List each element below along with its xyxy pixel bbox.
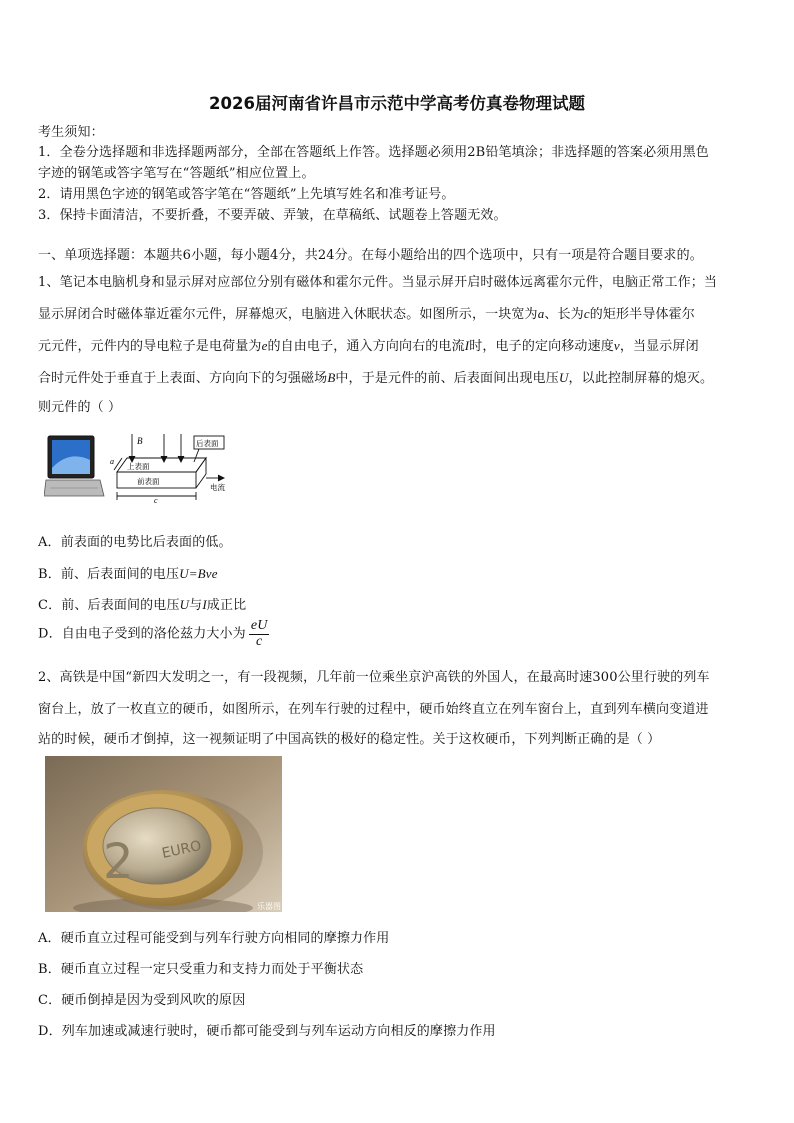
label-width-a: a xyxy=(110,457,114,466)
label-B: B xyxy=(137,436,143,446)
label-front-surface: 前表面 xyxy=(137,477,160,486)
lorentz-force-fraction: $\frac{eU}{c}$ xyxy=(250,618,268,649)
q2-option-c: C．硬币倒掉是因为受到风吹的原因 xyxy=(38,993,246,1008)
label-current: 电流 xyxy=(210,483,225,492)
q1-line-2: 显示屏闭合时磁体靠近霍尔元件，屏幕熄灭，电脑进入休眠状态。如图所示，一块宽为a、长为c的矩形半导体霍尔 xyxy=(38,306,695,322)
laptop-icon xyxy=(44,436,104,496)
q1-line-4: 合时元件处于垂直于上表面、方向向下的匀强磁场B中，于是元件的前、后表面间出现电压U，以此控制屏幕的熄灭。 xyxy=(38,370,714,386)
q1-line-1: 1、笔记本电脑机身和显示屏对应部位分别有磁体和霍尔元件。当显示屏开启时磁体远离霍尔元件，电脑正常工作；当 xyxy=(38,275,718,290)
q1-option-d: D．自由电子受到的洛伦兹力大小为 $\frac{eU}{c}$ xyxy=(38,618,268,649)
q2-option-b: B．硬币直立过程一定只受重力和支持力而处于平衡状态 xyxy=(38,962,364,977)
notice-heading: 考生须知： xyxy=(38,125,104,140)
label-back-surface: 后表面 xyxy=(196,439,219,448)
page-title: 2026届河南省许昌市示范中学高考仿真卷物理试题 xyxy=(209,94,585,113)
coin-photo xyxy=(45,756,282,912)
q2-option-d: D．列车加速或减速行驶时，硬币都可能受到与列车运动方向相反的摩擦力作用 xyxy=(38,1024,496,1039)
notice-item-3: 3．保持卡面清洁，不要折叠，不要弄破、弄皱，在草稿纸、试题卷上答题无效。 xyxy=(38,208,507,223)
q2-line-3: 站的时候，硬币才倒掉，这一视频证明了中国高铁的极好的稳定性。关于这枚硬币，下列判断正确的是（ ） xyxy=(38,732,661,747)
label-top-surface: 上表面 xyxy=(127,462,150,471)
notice-item-1: 1．全卷分选择题和非选择题两部分，全部在答题纸上作答。选择题必须用2B铅笔填涂；非选择题的答案必须用黑色 xyxy=(38,145,709,160)
q2-line-1: 2、高铁是中国“新四大发明之一，有一段视频，几年前一位乘坐京沪高铁的外国人，在最高时速300公里行驶的列车 xyxy=(38,670,710,685)
q2-option-a: A．硬币直立过程可能受到与列车行驶方向相同的摩擦力作用 xyxy=(38,931,390,946)
q1-line-3: 元元件，元件内的导电粒子是电荷量为e的自由电子，通入方向向右的电流I时，电子的定向移动速度v，当显示屏闭 xyxy=(38,338,699,354)
photo-watermark: 乐器图 xyxy=(257,902,281,911)
q1-option-b: B．前、后表面间的电压U=Bve xyxy=(38,566,218,582)
q2-line-2: 窗台上，放了一枚直立的硬币，如图所示，在列车行驶的过程中，硬币始终直立在列车窗台上，直到列车横向变道进 xyxy=(38,702,709,717)
coin-text: EURO xyxy=(160,837,203,862)
hall-element-figure xyxy=(44,430,234,505)
q1-option-c: C．前、后表面间的电压U与I成正比 xyxy=(38,597,247,613)
section-heading: 一、单项选择题：本题共6小题，每小题4分，共24分。在每小题给出的四个选项中，只有一项是符合题目要求的。 xyxy=(38,248,703,263)
notice-item-1-cont: 字迹的钢笔或答字笔写在“答题纸”相应位置上。 xyxy=(38,166,315,181)
notice-item-2: 2．请用黑色字迹的钢笔或答字笔在“答题纸”上先填写姓名和准考证号。 xyxy=(38,187,455,202)
coin-digit: 2 xyxy=(103,834,134,890)
q1-line-5: 则元件的（ ） xyxy=(38,400,122,415)
q1-option-a: A．前表面的电势比后表面的低。 xyxy=(38,535,232,550)
label-length-c: c xyxy=(154,496,158,505)
